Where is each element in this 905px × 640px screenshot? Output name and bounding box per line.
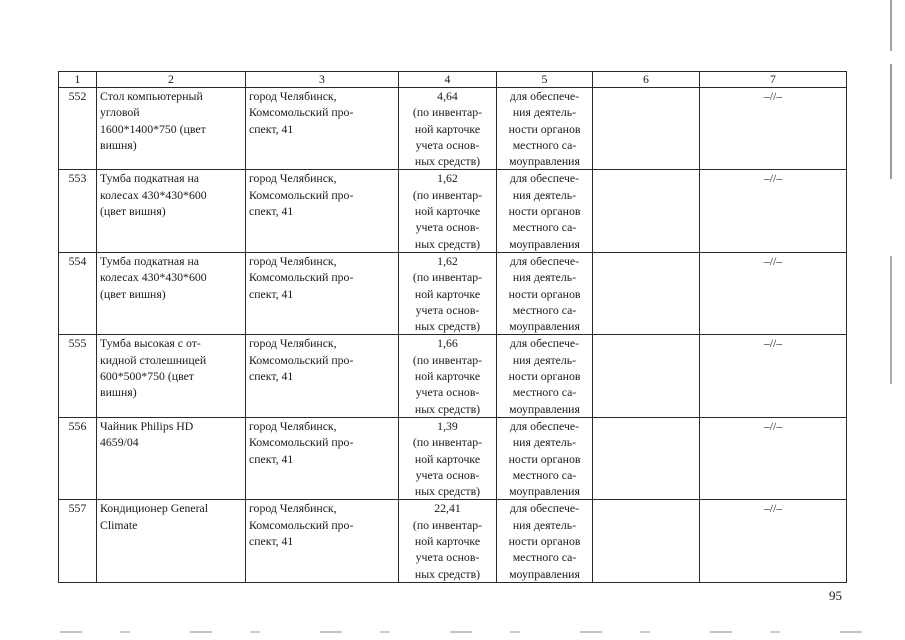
item-col6 [593,500,700,582]
item-value: 1,62 (по инвентар- ной карточке учета основ- ных средств) [399,252,497,334]
item-name: Кондиционер General Climate [97,500,246,582]
item-value: 4,64 (по инвентар- ной карточке учета основ- ных средств) [399,88,497,170]
item-address: город Челябинск, Комсомольский про- спект, 41 [246,252,399,334]
item-note: –//– [700,500,847,582]
row-number: 554 [59,252,97,334]
page-number: 95 [829,588,842,603]
item-address: город Челябинск, Комсомольский про- спект, 41 [246,170,399,252]
item-address: город Челябинск, Комсомольский про- спект, 41 [246,417,399,499]
table-header [59,72,847,88]
item-note: –//– [700,417,847,499]
item-note: –//– [700,252,847,334]
item-purpose: для обеспече- ния деятель- ности органов местного са- моуправления [497,417,593,499]
header-col-4: 4 [399,72,497,88]
item-value: 22,41 (по инвентар- ной карточке учета основ- ных средств) [399,500,497,582]
item-note: –//– [700,170,847,252]
item-purpose: для обеспече- ния деятель- ности органов местного са- моуправления [497,170,593,252]
row-number: 553 [59,170,97,252]
table-row [59,252,847,334]
table-row [59,500,847,582]
scan-edge-artifact [890,0,892,640]
item-name: Стол компьютерный угловой 1600*1400*750 (цвет вишня) [97,88,246,170]
row-number: 552 [59,88,97,170]
item-value: 1,39 (по инвентар- ной карточке учета основ- ных средств) [399,417,497,499]
item-value: 1,62 (по инвентар- ной карточке учета основ- ных средств) [399,170,497,252]
row-number: 556 [59,417,97,499]
row-number: 555 [59,335,97,417]
item-name: Тумба подкатная на колесах 430*430*600 (цвет вишня) [97,252,246,334]
item-purpose: для обеспече- ния деятель- ности органов местного са- моуправления [497,500,593,582]
item-purpose: для обеспече- ния деятель- ности органов местного са- моуправления [497,335,593,417]
header-col-7: 7 [700,72,847,88]
header-col-2: 2 [97,72,246,88]
table-row [59,335,847,417]
table-row [59,170,847,252]
item-col6 [593,170,700,252]
table-body [59,88,847,583]
item-purpose: для обеспече- ния деятель- ности органов местного са- моуправления [497,252,593,334]
table-row [59,88,847,170]
table-row [59,417,847,499]
item-note: –//– [700,88,847,170]
header-row [59,72,847,88]
item-purpose: для обеспече- ния деятель- ности органов местного са- моуправления [497,88,593,170]
item-address: город Челябинск, Комсомольский про- спект, 41 [246,88,399,170]
item-col6 [593,335,700,417]
header-col-1: 1 [59,72,97,88]
item-name: Тумба подкатная на колесах 430*430*600 (цвет вишня) [97,170,246,252]
item-address: город Челябинск, Комсомольский про- спект, 41 [246,500,399,582]
item-col6 [593,88,700,170]
item-name: Чайник Philips HD 4659/04 [97,417,246,499]
header-col-5: 5 [497,72,593,88]
item-note: –//– [700,335,847,417]
header-col-6: 6 [593,72,700,88]
scan-bottom-artifact [60,631,900,633]
inventory-table [58,71,847,583]
item-value: 1,66 (по инвентар- ной карточке учета основ- ных средств) [399,335,497,417]
item-address: город Челябинск, Комсомольский про- спект, 41 [246,335,399,417]
row-number: 557 [59,500,97,582]
header-col-3: 3 [246,72,399,88]
item-col6 [593,252,700,334]
item-name: Тумба высокая с от- кидной столешницей 600*500*750 (цвет вишня) [97,335,246,417]
item-col6 [593,417,700,499]
